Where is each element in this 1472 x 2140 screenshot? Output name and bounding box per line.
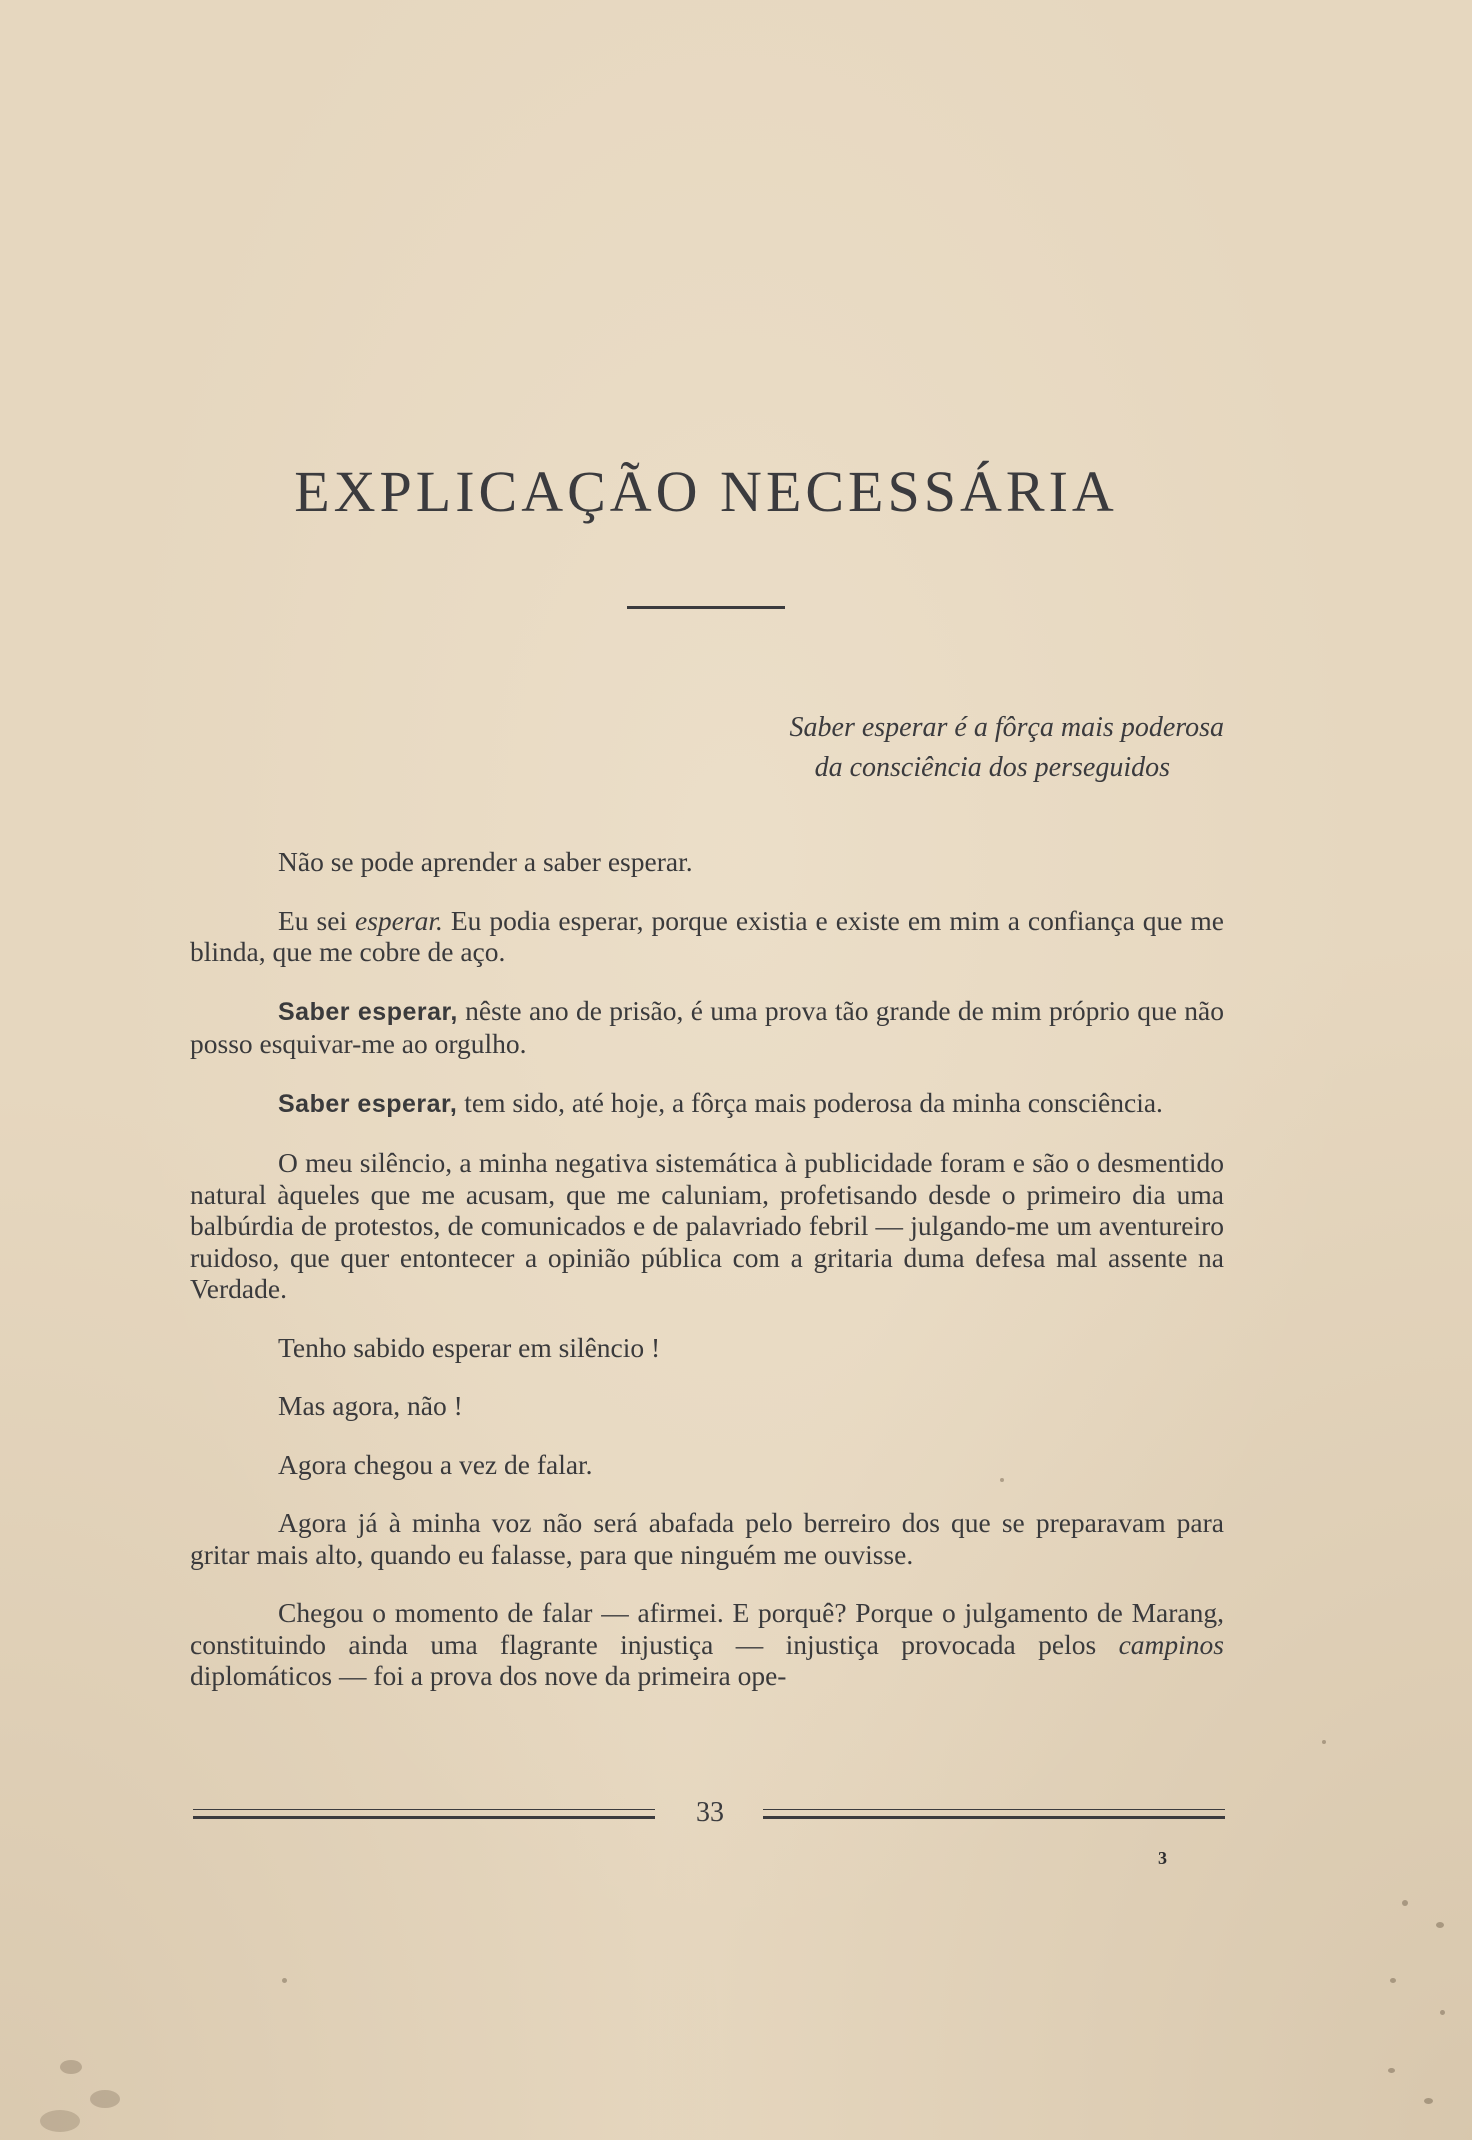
paragraph-9: Agora já à minha voz não será abafada pelo berreiro dos que se preparavam para gritar mais alto, quando eu falasse, para que ninguém me ouvisse. bbox=[190, 1507, 1224, 1570]
paragraph-2 bbox=[190, 905, 1224, 968]
paper-speck bbox=[282, 1978, 287, 1983]
paper-speck bbox=[60, 2060, 82, 2074]
paragraph-4-rest: tem sido, até hoje, a fôrça mais poderosa da minha consciência. bbox=[457, 1086, 1163, 1118]
paragraph-10 bbox=[190, 1597, 1224, 1692]
paragraph-2-emphasis: esperar. bbox=[355, 904, 443, 936]
paper-speck bbox=[90, 2090, 120, 2108]
page-title: EXPLICAÇÃO NECESSÁRIA bbox=[294, 459, 1118, 524]
paragraph-10-end: diplomáticos — foi a prova dos nove da primeira ope- bbox=[190, 1660, 787, 1691]
paragraph-7: Mas agora, não ! bbox=[278, 1390, 463, 1421]
paper-speck bbox=[1000, 1478, 1004, 1482]
paragraph-1: Não se pode aprender a saber esperar. bbox=[278, 846, 693, 877]
paper-speck bbox=[40, 2110, 80, 2132]
paragraph-4-bold: Saber esperar, bbox=[278, 1089, 458, 1118]
epigraph bbox=[790, 708, 1224, 788]
footer-rule-right bbox=[763, 1809, 1225, 1819]
paper-speck bbox=[1390, 1978, 1396, 1983]
signature-mark: 3 bbox=[1158, 1848, 1167, 1868]
page-number: 33 bbox=[696, 1797, 724, 1828]
footer-rule-left bbox=[193, 1809, 655, 1819]
paragraph-3 bbox=[190, 995, 1224, 1060]
paragraph-3-rest: nêste ano de prisão, é uma prova tão grande de mim próprio que não posso esquivar-me ao orgulho. bbox=[190, 994, 1224, 1059]
paper-speck bbox=[1402, 1900, 1408, 1906]
title-divider bbox=[627, 606, 785, 609]
body-text bbox=[190, 846, 1224, 1719]
paragraph-10-start: Chegou o momento de falar — afirmei. E porquê? Porque o julgamento de Marang, constituindo ainda uma flagrante injustiça — injustiça provocada pelos bbox=[190, 1597, 1224, 1660]
paper-speck bbox=[1440, 2010, 1445, 2015]
paper-speck bbox=[1322, 1740, 1326, 1744]
paragraph-5: O meu silêncio, a minha negativa sistemática à publicidade foram e são o desmentido natural àqueles que me acusam, que me caluniam, profetisando desde o primeiro dia uma balbúrdia de protestos, de comunicados e de palavriado febril — julgando-me um aventureiro ruidoso, que quer entontecer a opinião pública com a gritaria duma defesa mal assente na Verdade. bbox=[190, 1147, 1224, 1304]
paragraph-4 bbox=[190, 1087, 1224, 1121]
epigraph-line-1: Saber esperar é a fôrça mais poderosa bbox=[789, 712, 1224, 743]
paper-speck bbox=[1424, 2098, 1433, 2104]
paragraph-2-end: Eu podia esperar, porque existia e existe em mim a confiança que me blinda, que me cobre de aço. bbox=[190, 904, 1224, 967]
paper-speck bbox=[1388, 2068, 1395, 2073]
paragraph-2-start: Eu sei bbox=[278, 904, 356, 936]
paragraph-6: Tenho sabido esperar em silêncio ! bbox=[278, 1331, 661, 1363]
paragraph-8: Agora chegou a vez de falar. bbox=[278, 1448, 593, 1480]
epigraph-line-2: da consciência dos perseguidos bbox=[814, 752, 1170, 783]
paper-speck bbox=[1436, 1922, 1444, 1928]
paragraph-3-bold: Saber esperar, bbox=[278, 997, 458, 1026]
paragraph-10-emphasis: campinos bbox=[1118, 1628, 1224, 1660]
